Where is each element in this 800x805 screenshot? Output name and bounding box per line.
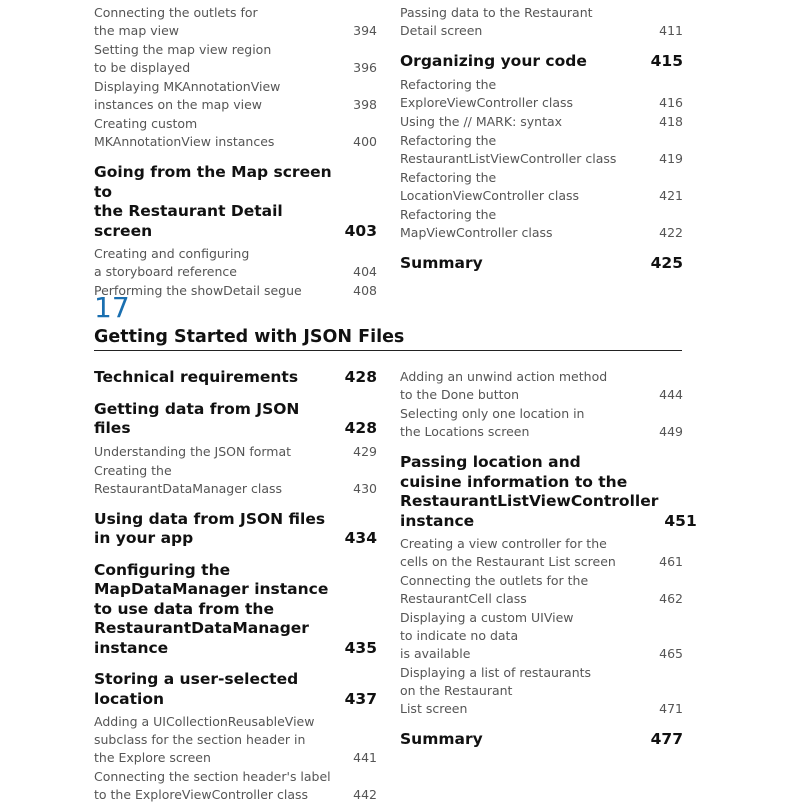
toc-entry-title	[400, 76, 653, 112]
toc-section-entry	[94, 510, 377, 549]
toc-entry-title	[94, 245, 347, 281]
toc-entry-title	[400, 664, 653, 718]
toc-entry-title	[400, 609, 653, 663]
toc-entry-page: 422	[659, 224, 683, 240]
chapter-header	[94, 292, 682, 351]
toc-entry-title-line: Adding a UICollectionReusableView	[94, 714, 315, 729]
toc-entry-title	[94, 670, 339, 709]
toc-entry-title-line: the Locations screen	[400, 424, 530, 439]
toc-entry-title	[94, 163, 339, 241]
toc-entry-title-line: subclass for the section header in	[94, 732, 306, 747]
toc-entry-title-line: the Restaurant Detail screen	[94, 202, 283, 240]
toc-entry-title-line: Technical requirements	[94, 368, 299, 386]
toc-entry-page: 471	[659, 701, 683, 716]
toc-entry-title-line: Storing a user-selected	[94, 670, 299, 688]
toc-entry-title-line: Connecting the section header's label	[94, 769, 331, 784]
toc-entry-title-line: to the ExploreViewController class	[94, 787, 309, 802]
toc-subsection-entry	[400, 368, 683, 404]
toc-subsection-entry	[94, 4, 377, 40]
toc-entry-title	[94, 400, 339, 439]
toc-entry-page: 462	[659, 591, 683, 606]
toc-entry-title	[400, 4, 653, 40]
toc-entry-title-line: Creating a view controller for the	[400, 536, 607, 551]
toc-entry-page: 441	[353, 750, 377, 765]
chapter-title: Getting Started with JSON Files	[94, 325, 682, 351]
toc-column-prev-left	[94, 4, 377, 301]
toc-entry-page: 444	[659, 387, 683, 402]
chapter-number: 17	[94, 291, 130, 324]
toc-entry-page: 434	[344, 529, 377, 547]
toc-entry-title-line: Selecting only one location in	[400, 406, 585, 421]
toc-subsection-entry	[400, 535, 683, 571]
toc-column-chapter-left	[94, 368, 377, 805]
toc-entry-title-line: RestaurantDataManager	[94, 619, 309, 637]
toc-entry-title	[400, 535, 653, 571]
toc-column-prev-right	[400, 4, 683, 277]
toc-entry-title-line: to indicate no data	[400, 628, 519, 643]
toc-entry-title-line: location	[94, 689, 165, 708]
toc-subsection-entry	[94, 713, 377, 767]
toc-entry-title-line: Displaying a list of restaurants	[400, 665, 592, 680]
toc-entry-title-line: RestaurantListViewController	[400, 492, 659, 510]
toc-entry-title-line: RestaurantListViewController class	[400, 150, 617, 166]
toc-entry-page: 398	[353, 97, 377, 112]
toc-entry-title	[94, 115, 347, 151]
toc-entry-title-line: Performing the showDetail segue	[94, 283, 302, 298]
toc-subsection-entry	[94, 41, 377, 77]
toc-entry-title-line: Connecting the outlets for the	[400, 573, 589, 588]
toc-subsection-entry	[400, 132, 683, 168]
toc-entry-title-line: Getting data from JSON files	[94, 399, 300, 437]
toc-entry-page: 442	[353, 787, 377, 802]
toc-entry-page: 435	[344, 638, 377, 657]
toc-entry-title-line: LocationViewController class	[400, 187, 580, 203]
toc-entry-title	[400, 254, 645, 274]
toc-entry-page: 430	[353, 480, 377, 496]
toc-entry-title-line: MapViewController class	[400, 224, 553, 240]
toc-section-entry	[400, 254, 683, 274]
toc-entry-title-line: to the Done button	[400, 387, 520, 402]
toc-subsection-entry	[400, 405, 683, 441]
toc-entry-title-line: on the Restaurant	[400, 683, 513, 698]
toc-entry-title	[94, 561, 339, 659]
toc-entry-title-line: Displaying a custom UIView	[400, 610, 574, 625]
toc-entry-page: 400	[353, 134, 377, 149]
toc-entry-page: 394	[353, 23, 377, 38]
toc-entry-title-line: Summary	[400, 730, 483, 748]
toc-entry-title	[400, 206, 653, 242]
toc-entry-page: 429	[353, 443, 377, 459]
toc-entry-page: 416	[659, 94, 683, 110]
toc-section-entry	[94, 400, 377, 439]
toc-subsection-entry	[94, 78, 377, 114]
toc-entry-title-line: Configuring the	[94, 560, 231, 579]
toc-subsection-entry	[400, 572, 683, 608]
toc-entry-title-line: Organizing your code	[400, 52, 587, 70]
toc-entry-title-line: Displaying MKAnnotationView	[94, 79, 281, 94]
toc-section-entry	[94, 368, 377, 388]
toc-entry-title-line: Creating custom	[94, 116, 198, 131]
toc-entry-title-line: Refactoring the	[400, 169, 497, 185]
toc-entry-page: 449	[659, 424, 683, 439]
toc-entry-title	[400, 132, 653, 168]
toc-entry-page: 421	[659, 187, 683, 203]
toc-entry-title-line: Passing data to the Restaurant	[400, 5, 593, 20]
toc-entry-title-line: ExploreViewController class	[400, 94, 574, 110]
toc-entry-title-line: Setting the map view region	[94, 42, 272, 57]
toc-entry-page: 418	[659, 113, 683, 129]
toc-entry-title-line: Refactoring the	[400, 132, 497, 148]
toc-entry-title-line: Going from the Map screen to	[94, 163, 332, 201]
toc-entry-title-line: RestaurantCell class	[400, 591, 527, 606]
toc-entry-title	[94, 368, 339, 388]
toc-entry-title	[94, 768, 347, 804]
toc-entry-title	[94, 443, 347, 461]
toc-entry-title-line: Understanding the JSON format	[94, 443, 292, 459]
toc-entry-page: 477	[650, 730, 683, 748]
toc-entry-title-line: Connecting the outlets for	[94, 5, 258, 20]
toc-entry-page: 451	[664, 511, 697, 530]
toc-entry-title-line: the map view	[94, 23, 180, 38]
toc-entry-title-line: Detail screen	[400, 23, 483, 38]
toc-entry-title	[400, 572, 653, 608]
toc-entry-title-line: instance	[400, 511, 475, 530]
toc-entry-title-line: cells on the Restaurant List screen	[400, 554, 616, 569]
toc-subsection-entry	[400, 4, 683, 40]
toc-subsection-entry	[94, 245, 377, 281]
toc-entry-title	[400, 453, 658, 531]
toc-entry-page: 428	[344, 368, 377, 386]
toc-entry-title	[94, 713, 347, 767]
toc-entry-title-line: Passing location and	[400, 453, 581, 471]
toc-entry-title-line: to be displayed	[94, 60, 191, 75]
toc-section-entry	[94, 163, 377, 241]
toc-entry-title-line: Refactoring the	[400, 206, 497, 222]
toc-entry-title-line: RestaurantDataManager class	[94, 480, 283, 496]
toc-column-chapter-right	[400, 368, 697, 754]
toc-section-entry	[400, 730, 683, 750]
toc-entry-title-line: instances on the map view	[94, 97, 262, 112]
toc-entry-title	[400, 113, 653, 131]
toc-entry-title-line: MKAnnotationView instances	[94, 134, 275, 149]
toc-subsection-entry	[400, 609, 683, 663]
toc-subsection-entry	[94, 115, 377, 151]
toc-entry-page: 428	[344, 419, 377, 437]
toc-entry-page: 396	[353, 60, 377, 75]
toc-entry-page: 465	[659, 646, 683, 661]
toc-entry-title	[400, 52, 645, 72]
toc-entry-title	[94, 41, 347, 77]
toc-entry-title-line: Using data from JSON files	[94, 509, 326, 528]
toc-entry-title-line: Summary	[400, 253, 483, 272]
toc-entry-title-line: is available	[400, 646, 471, 661]
toc-entry-page: 419	[659, 150, 683, 166]
toc-entry-title	[94, 78, 347, 114]
toc-subsection-entry	[400, 169, 683, 205]
toc-section-entry	[400, 52, 683, 72]
toc-entry-page: 411	[659, 23, 683, 38]
toc-entry-title-line: Refactoring the	[400, 76, 497, 92]
toc-entry-title-line: a storyboard reference	[94, 264, 237, 279]
toc-entry-title-line: List screen	[400, 701, 468, 716]
toc-entry-title-line: to use data from the	[94, 599, 274, 618]
toc-entry-page: 404	[353, 264, 377, 279]
toc-entry-title-line: Creating and configuring	[94, 246, 250, 261]
toc-subsection-entry	[400, 76, 683, 112]
toc-section-entry	[400, 453, 697, 531]
toc-subsection-entry	[94, 462, 377, 498]
toc-entry-title-line: Creating the	[94, 462, 172, 478]
toc-entry-page: 408	[353, 283, 377, 298]
toc-entry-title	[94, 462, 347, 498]
toc-entry-title-line: MapDataManager instance	[94, 580, 329, 598]
toc-entry-title-line: cuisine information to the	[400, 472, 628, 491]
toc-subsection-entry	[400, 206, 683, 242]
toc-entry-page: 403	[344, 221, 377, 240]
toc-entry-title-line: Using the // MARK: syntax	[400, 113, 563, 129]
toc-entry-title-line: Adding an unwind action method	[400, 369, 608, 384]
toc-entry-page: 425	[650, 253, 683, 272]
toc-subsection-entry	[94, 768, 377, 804]
toc-entry-title	[94, 4, 347, 40]
toc-entry-title-line: the Explore screen	[94, 750, 211, 765]
toc-entry-title	[400, 169, 653, 205]
toc-entry-title	[94, 510, 339, 549]
toc-subsection-entry	[94, 443, 377, 461]
toc-entry-title	[400, 730, 645, 750]
toc-subsection-entry	[400, 113, 683, 131]
toc-entry-page: 461	[659, 554, 683, 569]
toc-entry-page: 415	[650, 52, 683, 70]
toc-section-entry	[94, 561, 377, 659]
toc-entry-title-line: in your app	[94, 529, 194, 547]
toc-subsection-entry	[400, 664, 683, 718]
toc-entry-title	[400, 405, 653, 441]
toc-entry-page: 437	[344, 689, 377, 708]
toc-entry-title	[400, 368, 653, 404]
toc-section-entry	[94, 670, 377, 709]
toc-entry-title-line: instance	[94, 638, 169, 657]
